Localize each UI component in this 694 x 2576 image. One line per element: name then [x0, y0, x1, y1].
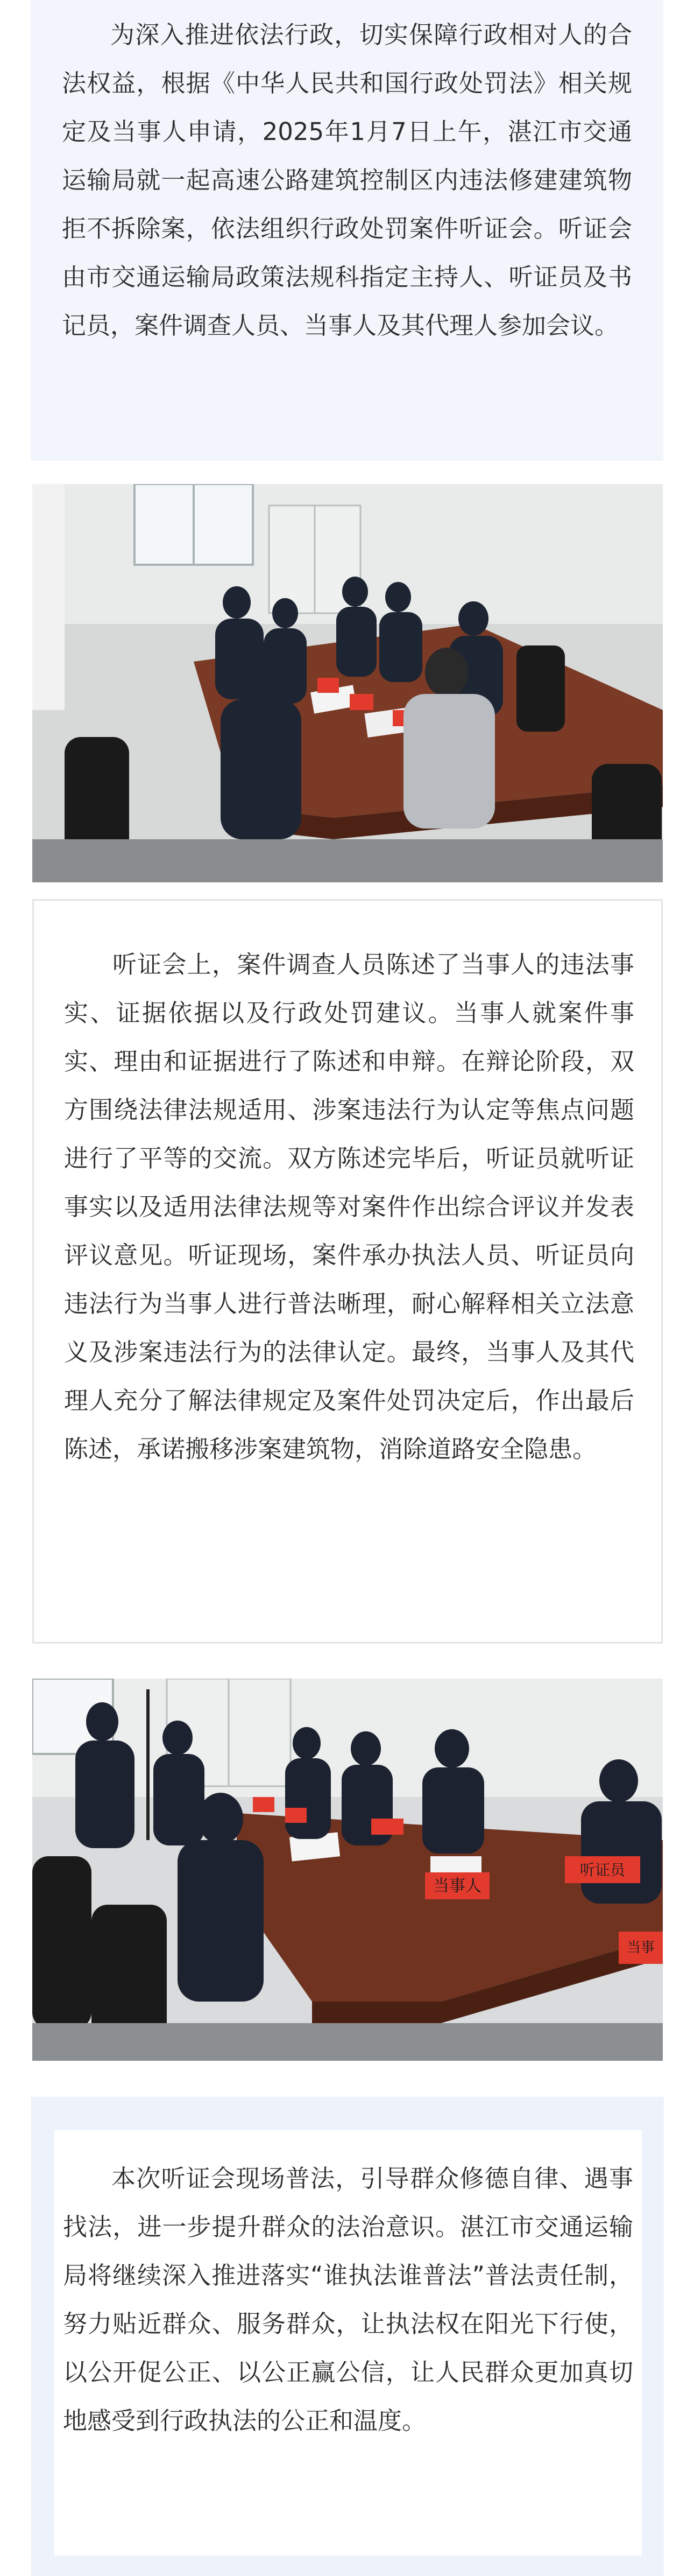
placard-text-dangshi: 当事 [626, 1940, 655, 1956]
hearing-card [32, 899, 663, 1644]
placard-text-tingzhengyuan: 听证员 [579, 1861, 626, 1879]
intro-card [31, 0, 663, 461]
placard-dangshi-right [619, 1932, 663, 1964]
conclusion-paragraph: 本次听证会现场普法，引导群众修德自律、遇事找法，进一步提升群众的法治意识。湛江市交通运输局将继续深入推进落实“谁执法谁普法”普法责任制，努力贴近群众、服务群众，让执法权在阳光下行使，以公开促公正、以公正赢公信，让人民群众更加真切地感受到行政执法的公正和温度。 [63, 2164, 633, 2435]
conclusion-text [63, 2154, 633, 2445]
placard-tingzhengyuan [565, 1856, 640, 1883]
intro-text [62, 11, 632, 350]
conclusion-card [31, 2097, 664, 2576]
hearing-text [64, 940, 634, 1473]
placard-dangshiren [425, 1872, 490, 1899]
conclusion-inner [54, 2130, 642, 2556]
hearing-paragraph: 听证会上，案件调查人员陈述了当事人的违法事实、证据依据以及行政处罚建议。当事人就案件事实、理由和证据进行了陈述和申辩。在辩论阶段，双方围绕法律法规适用、涉案违法行为认定等焦点问题进行了平等的交流。双方陈述完毕后，听证员就听证事实以及适用法律法规等对案件作出综合评议并发表评议意见。听证现场，案件承办执法人员、听证员向违法行为当事人进行普法晰理，耐心解释相关立法意义及涉案违法行为的法律认定。最终，当事人及其代理人充分了解法律规定及案件处罚决定后，作出最后陈述，承诺搬移涉案建筑物，消除道路安全隐患。 [64, 950, 634, 1463]
placard-text-dangshiren: 当事人 [433, 1877, 481, 1896]
hearing-photo-2 [32, 1679, 663, 2061]
intro-paragraph: 为深入推进依法行政，切实保障行政相对人的合法权益，根据《中华人民共和国行政处罚法》相关规定及当事人申请，2025年1月7日上午，湛江市交通运输局就一起高速公路建筑控制区内违法修建建筑物拒不拆除案，依法组织行政处罚案件听证会。听证会由市交通运输局政策法规科指定主持人、听证员及书记员，案件调查人员、当事人及其代理人参加会议。 [62, 20, 632, 340]
hearing-photo-1 [32, 484, 663, 882]
